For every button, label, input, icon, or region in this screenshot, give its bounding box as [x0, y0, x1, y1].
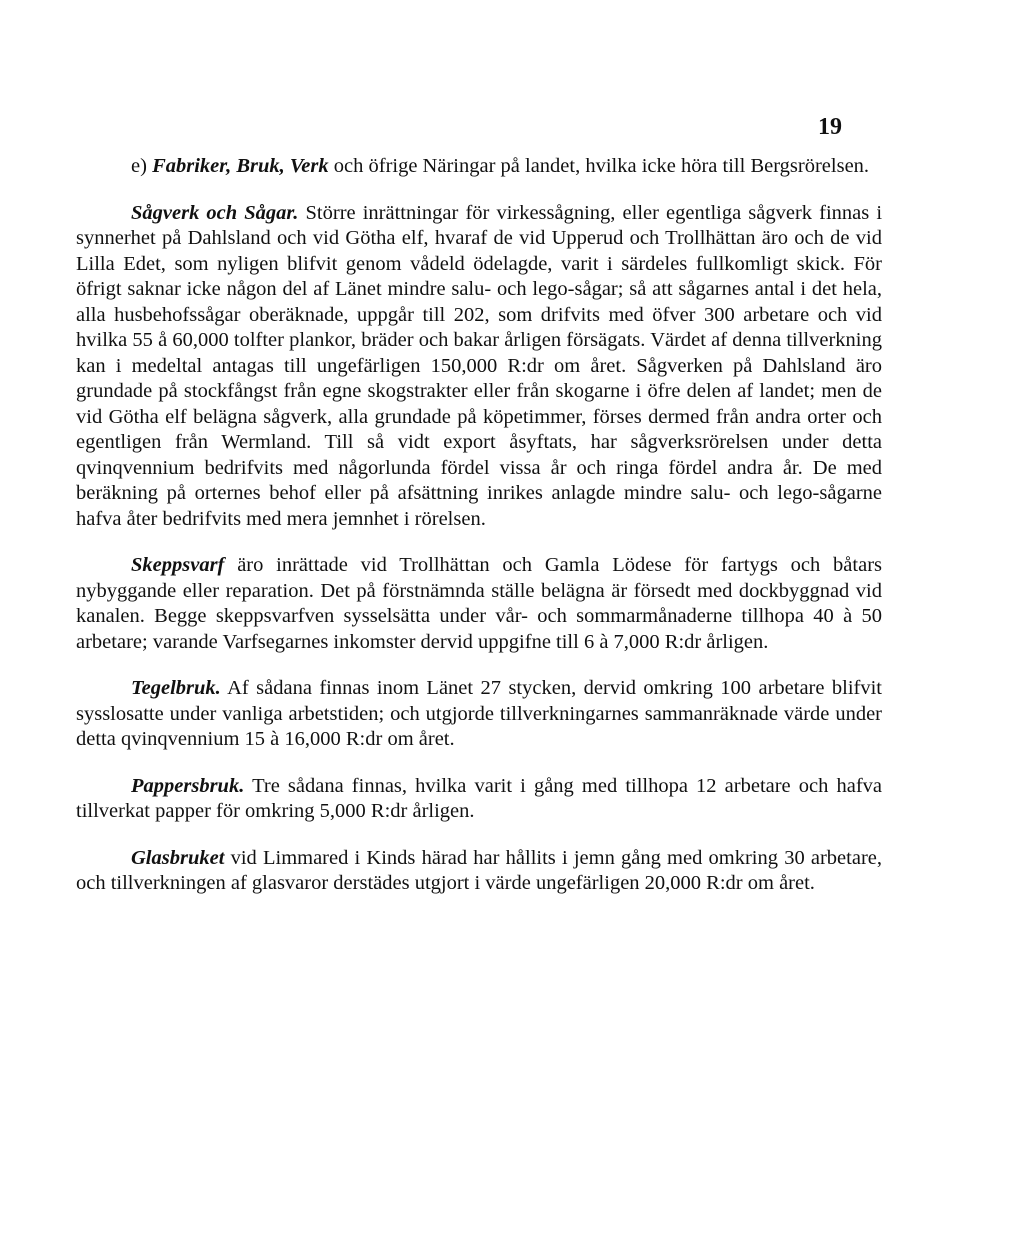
section-glasbruket	[76, 846, 882, 897]
intro-label: e)	[131, 155, 147, 177]
section-heading: Sågverk och Sågar.	[131, 201, 299, 224]
section-heading: Pappersbruk.	[131, 774, 245, 797]
intro-heading: Fabriker, Bruk, Verk	[152, 155, 329, 177]
section-heading: Glasbruket	[131, 846, 225, 869]
section-skeppsvarf	[76, 553, 882, 655]
section-tegelbruk	[76, 676, 882, 753]
section-heading: Skeppsvarf	[131, 554, 225, 576]
section-pappersbruk	[76, 774, 882, 825]
section-text: äro inrättade vid Trollhättan och Gamla Lödese för fartygs och båtars nybyggande eller reparation. Det på förstnämnda ställe belägna är försedt med dockbyggnad vid kanalen. Begge skeppsvarfven sysselsätta under vår- och sommarmånaderne tillhopa 40 à 50 arbetare; varande Varfsegarnes inkomster dervid uppgifne till 6 à 7,000 R:dr årligen.	[76, 554, 882, 653]
section-text: vid Limmared i Kinds härad har hållits i jemn gång med omkring 30 arbetare, och tillverkningen af glasvaror derstädes utgjort i värde ungefärligen 20,000 R:dr om året.	[76, 846, 882, 894]
section-text: Större inrättningar för virkessågning, eller egentliga sågverk finnas i synnerhet på Dahlsland och vid Götha elf, hvaraf de vid Upperud och Trollhättan äro och de vid Lilla Edet, som nyligen blifvit genom vådeld ödelagde, varit i särdeles fullkomligt skick. För öfrigt saknar icke någon del af Länet mindre salu- och lego-sågar; så att sågarnes antal i det hela, alla husbehofssågar oberäknade, uppgår till 202, som drifvits med öfver 300 arbetare och vid hvilka 55 å 60,000 tolfter plankor, bräder och bakar årligen försägats. Värdet af denna tillverkning kan i medeltal antagas till ungefärligen 150,000 R:dr om året. Sågverken på Dahlsland äro grundade på stockfångst från egne skogstrakter eller från skogarne i öfre delen af landet; men de vid Götha elf belägna sågverk, alla grundade på köpetimmer, förses dermed från andra orter och egentligen från Wermland. Till så vidt export åsyftats, har sågverksrörelsen under detta qvinqvennium bedrifvits med någorlunda fördel vissa år och ringa fördel andra år. De med beräkning på orternes behof eller på afsättning inrikes anlagde mindre salu- och lego-sågarne hafva åter bedrifvits med mera jemnhet i rörelsen.	[76, 201, 883, 530]
intro-paragraph	[76, 154, 882, 180]
section-heading: Tegelbruk.	[131, 677, 221, 699]
section-text: Tre sådana finnas, hvilka varit i gång med tillhopa 12 arbetare och hafva tillverkat papper för omkring 5,000 R:dr årligen.	[76, 774, 882, 822]
intro-text: och öfrige Näringar på landet, hvilka icke höra till Bergsrörelsen.	[333, 155, 870, 177]
page-number: 19	[818, 114, 842, 140]
section-text: Af sådana finnas inom Länet 27 stycken, dervid omkring 100 arbetare blifvit sysslosatte under vanliga arbetstiden; och utgjorde tillverkningarnes sammanräknade värde under detta qvinqvennium 15 à 16,000 R:dr om året.	[76, 677, 882, 750]
section-sagverk	[76, 201, 882, 533]
text-column	[76, 154, 882, 897]
